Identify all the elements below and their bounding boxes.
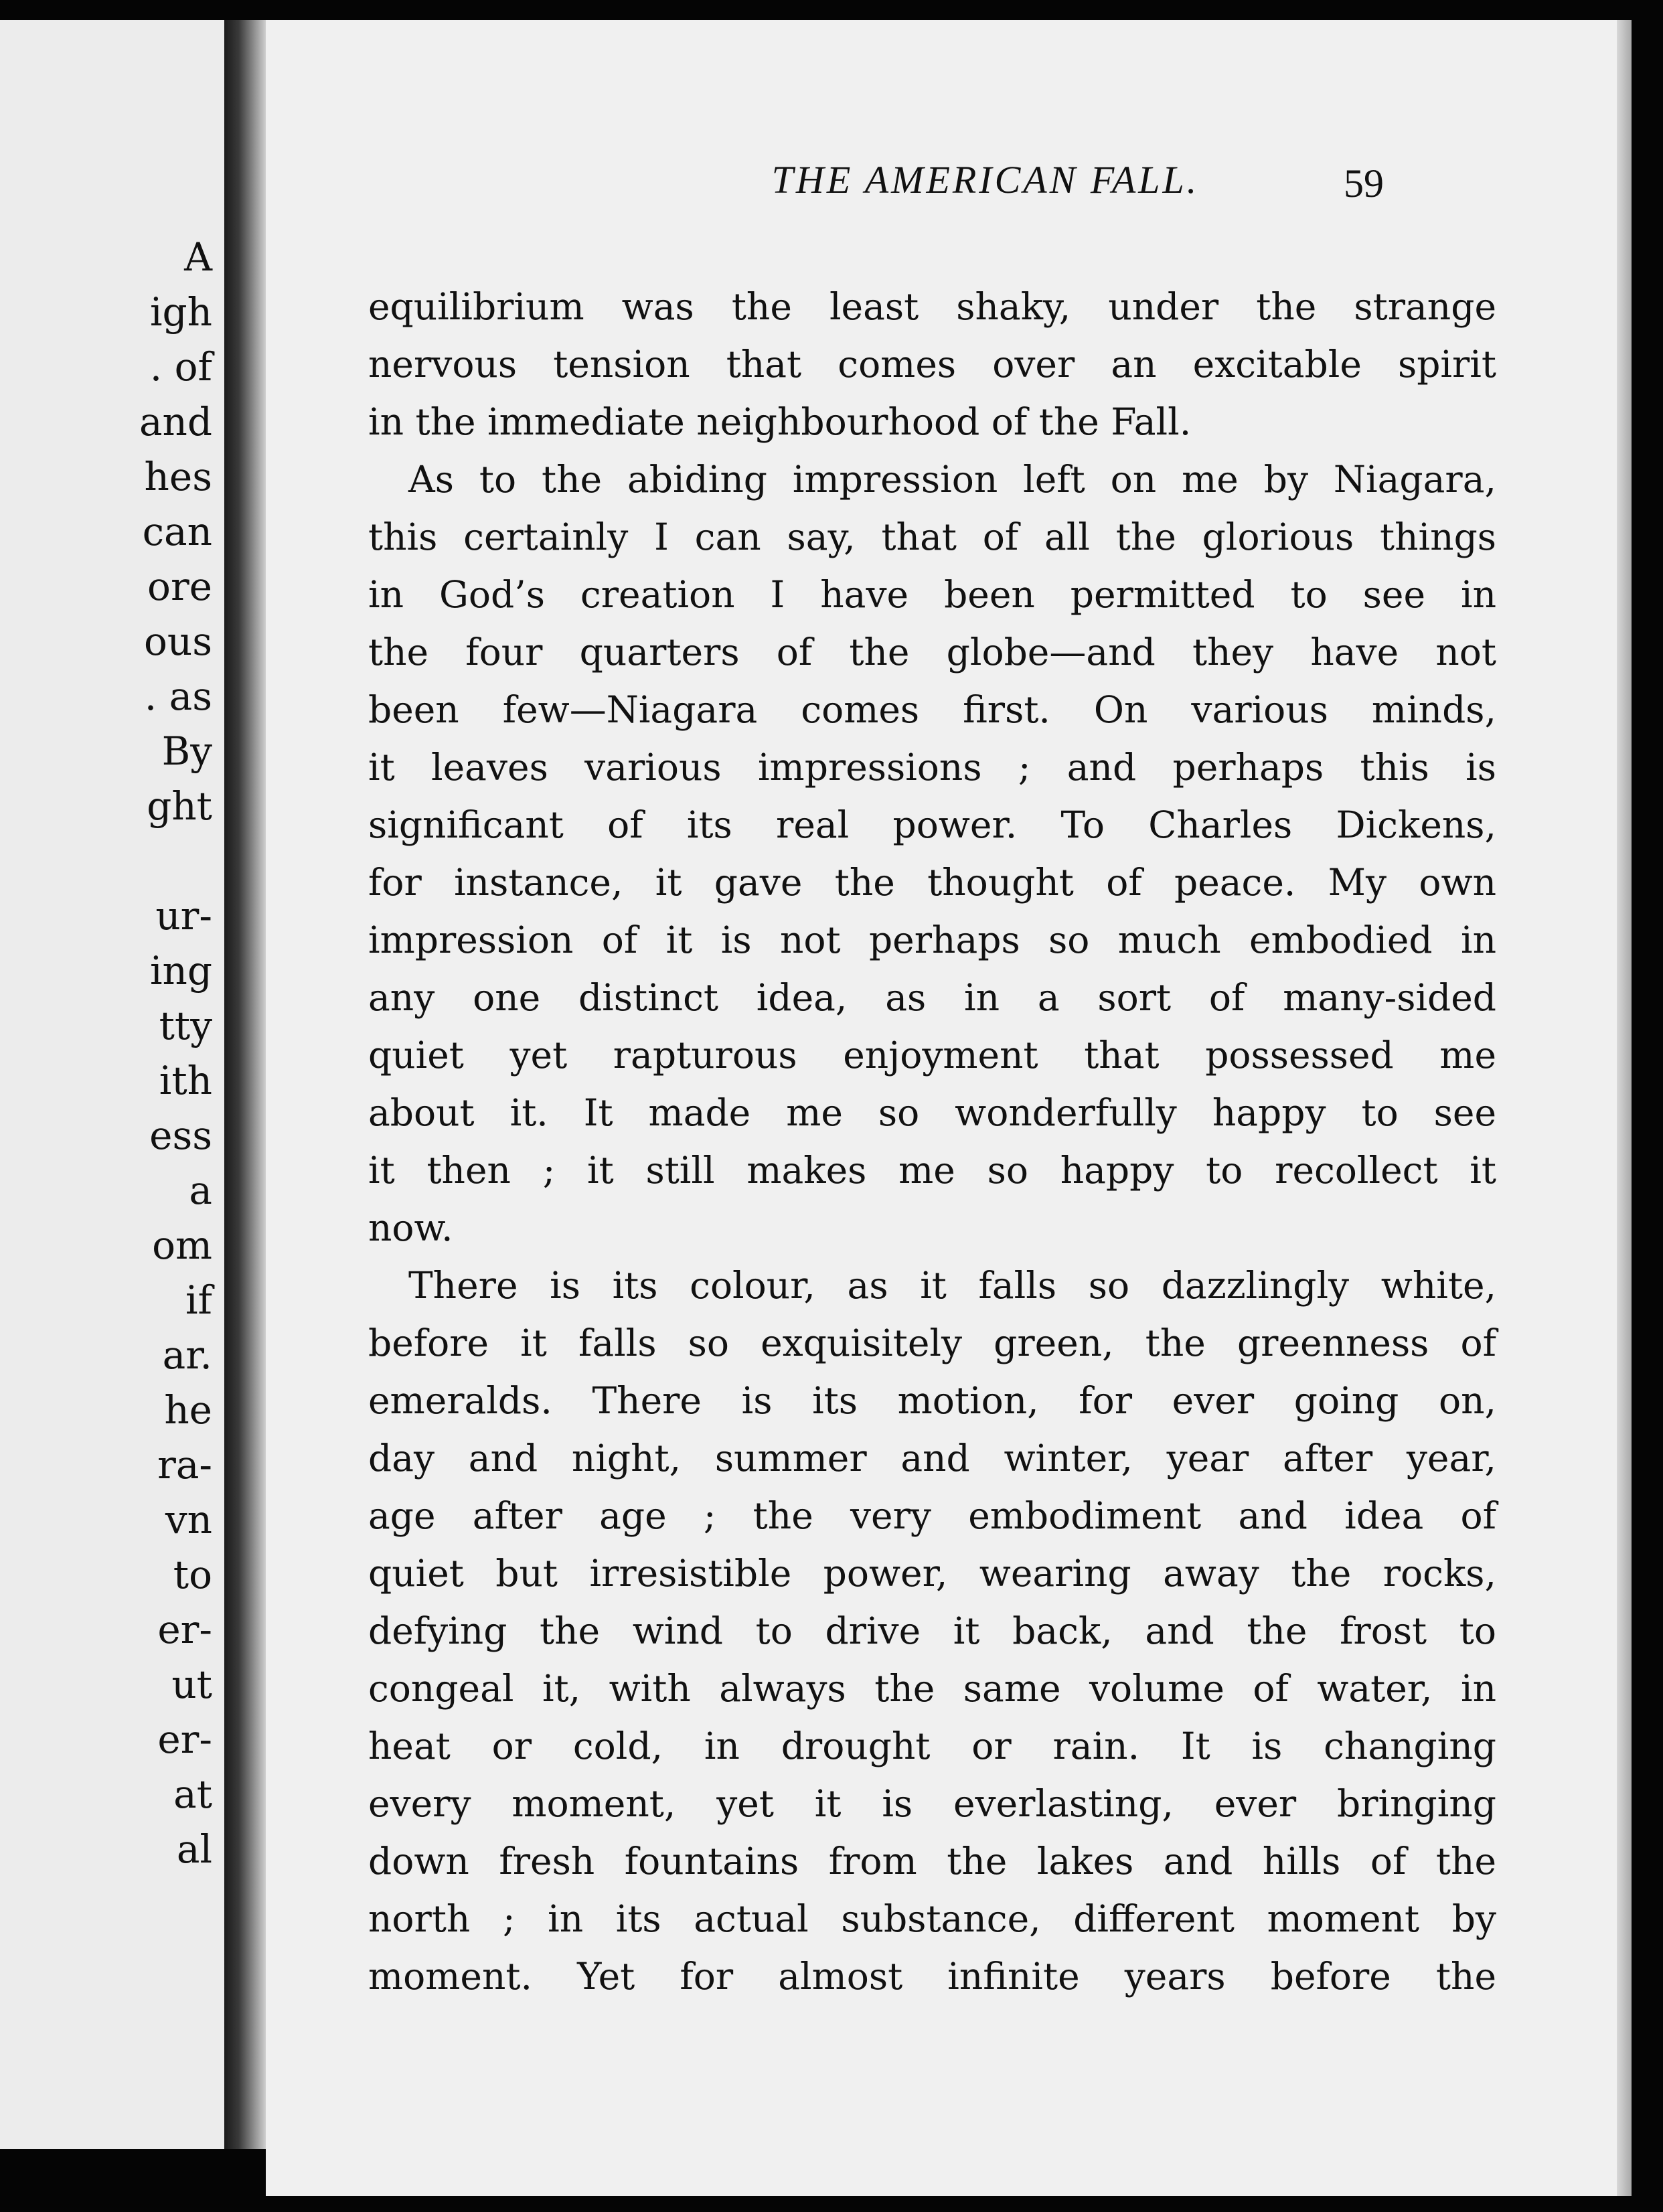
facing-page-fragment: ur- (155, 893, 212, 939)
text-line: for instance, it gave the thought of peace. My own (368, 861, 1496, 904)
text-line: in the immediate neighbourhood of the Fall. (368, 400, 1192, 443)
facing-page-fragment: he (164, 1387, 212, 1433)
text-line: As to the abiding impression left on me by Niagara, (408, 458, 1496, 501)
text-line: defying the wind to drive it back, and the frost to (368, 1609, 1496, 1652)
text-line: north ; in its actual substance, different moment by (368, 1897, 1496, 1940)
text-line: moment. Yet for almost infinite years before the (368, 1955, 1496, 1998)
text-line: any one distinct idea, as in a sort of many-sided (368, 976, 1496, 1019)
facing-page-fragment: ith (159, 1058, 212, 1103)
page-59 (266, 20, 1632, 2196)
text-line: this certainly I can say, that of all the glorious things (368, 516, 1496, 558)
facing-page-fragment: and (139, 399, 212, 445)
text-line: before it falls so exquisitely green, the greenness of (368, 1322, 1496, 1364)
facing-page-fragment: if (185, 1277, 212, 1323)
page-number: 59 (1344, 161, 1384, 206)
text-line: every moment, yet it is everlasting, ever bringing (368, 1782, 1496, 1825)
facing-page-fragment: vn (165, 1497, 212, 1543)
text-line: quiet yet rapturous enjoyment that possessed me (368, 1034, 1496, 1077)
text-line: about it. It made me so wonderfully happy to see (368, 1091, 1496, 1134)
page-edge (1617, 20, 1632, 2196)
facing-page-fragment: ar. (162, 1332, 212, 1378)
text-line: congeal it, with always the same volume of water, in (368, 1667, 1496, 1710)
facing-page-fragment: om (152, 1222, 212, 1268)
text-line: emeralds. There is its motion, for ever going on, (368, 1379, 1496, 1422)
book-gutter (224, 20, 266, 2149)
facing-page-fragment: tty (159, 1003, 212, 1048)
facing-page-fragment: can (142, 509, 212, 554)
facing-page-left (0, 20, 224, 2149)
text-line: impression of it is not perhaps so much embodied in (368, 919, 1496, 961)
text-line: heat or cold, in drought or rain. It is changing (368, 1725, 1496, 1767)
facing-page-fragment: ght (147, 783, 212, 829)
facing-page-fragment: ra- (157, 1442, 212, 1488)
text-line: been few—Niagara comes first. On various minds, (368, 688, 1496, 731)
text-line: quiet but irresistible power, wearing away the rocks, (368, 1552, 1496, 1595)
body-text (368, 278, 1496, 2005)
text-line: significant of its real power. To Charles Dickens, (368, 803, 1496, 846)
facing-page-fragment: at (173, 1771, 212, 1817)
text-line: the four quarters of the globe—and they have not (368, 631, 1496, 674)
facing-page-fragment: igh (149, 289, 212, 335)
text-line: day and night, summer and winter, year after year, (368, 1437, 1496, 1480)
facing-page-fragment: ing (149, 948, 212, 994)
facing-page-fragment: . of (149, 344, 212, 390)
facing-page-fragment: ous (143, 619, 212, 664)
facing-page-fragment: hes (144, 454, 212, 499)
text-line: it then ; it still makes me so happy to recollect it (368, 1149, 1496, 1192)
text-line: down fresh fountains from the lakes and hills of the (368, 1840, 1496, 1883)
running-head-title: THE AMERICAN FALL. (771, 158, 1200, 202)
facing-page-fragment: By (161, 728, 212, 774)
facing-page-fragment: ess (149, 1113, 212, 1158)
facing-page-fragment: . as (144, 674, 212, 719)
text-line: nervous tension that comes over an excitable spirit (368, 343, 1496, 386)
facing-page-fragment: ore (147, 564, 212, 609)
facing-page-fragment: ut (171, 1662, 212, 1707)
facing-page-fragment: to (173, 1552, 212, 1597)
text-line: There is its colour, as it falls so dazzlingly white, (408, 1264, 1496, 1307)
text-line: equilibrium was the least shaky, under the strange (368, 285, 1496, 328)
text-line: in God’s creation I have been permitted to see in (368, 573, 1496, 616)
facing-page-fragment: a (189, 1168, 212, 1213)
facing-page-fragment: al (176, 1826, 212, 1872)
text-line: it leaves various impressions ; and perhaps this is (368, 746, 1496, 789)
facing-page-fragment: A (184, 234, 212, 280)
facing-page-fragment: er- (157, 1607, 212, 1652)
facing-page-fragment: er- (157, 1717, 212, 1762)
text-line: now. (368, 1206, 453, 1249)
text-line: age after age ; the very embodiment and idea of (368, 1494, 1496, 1537)
